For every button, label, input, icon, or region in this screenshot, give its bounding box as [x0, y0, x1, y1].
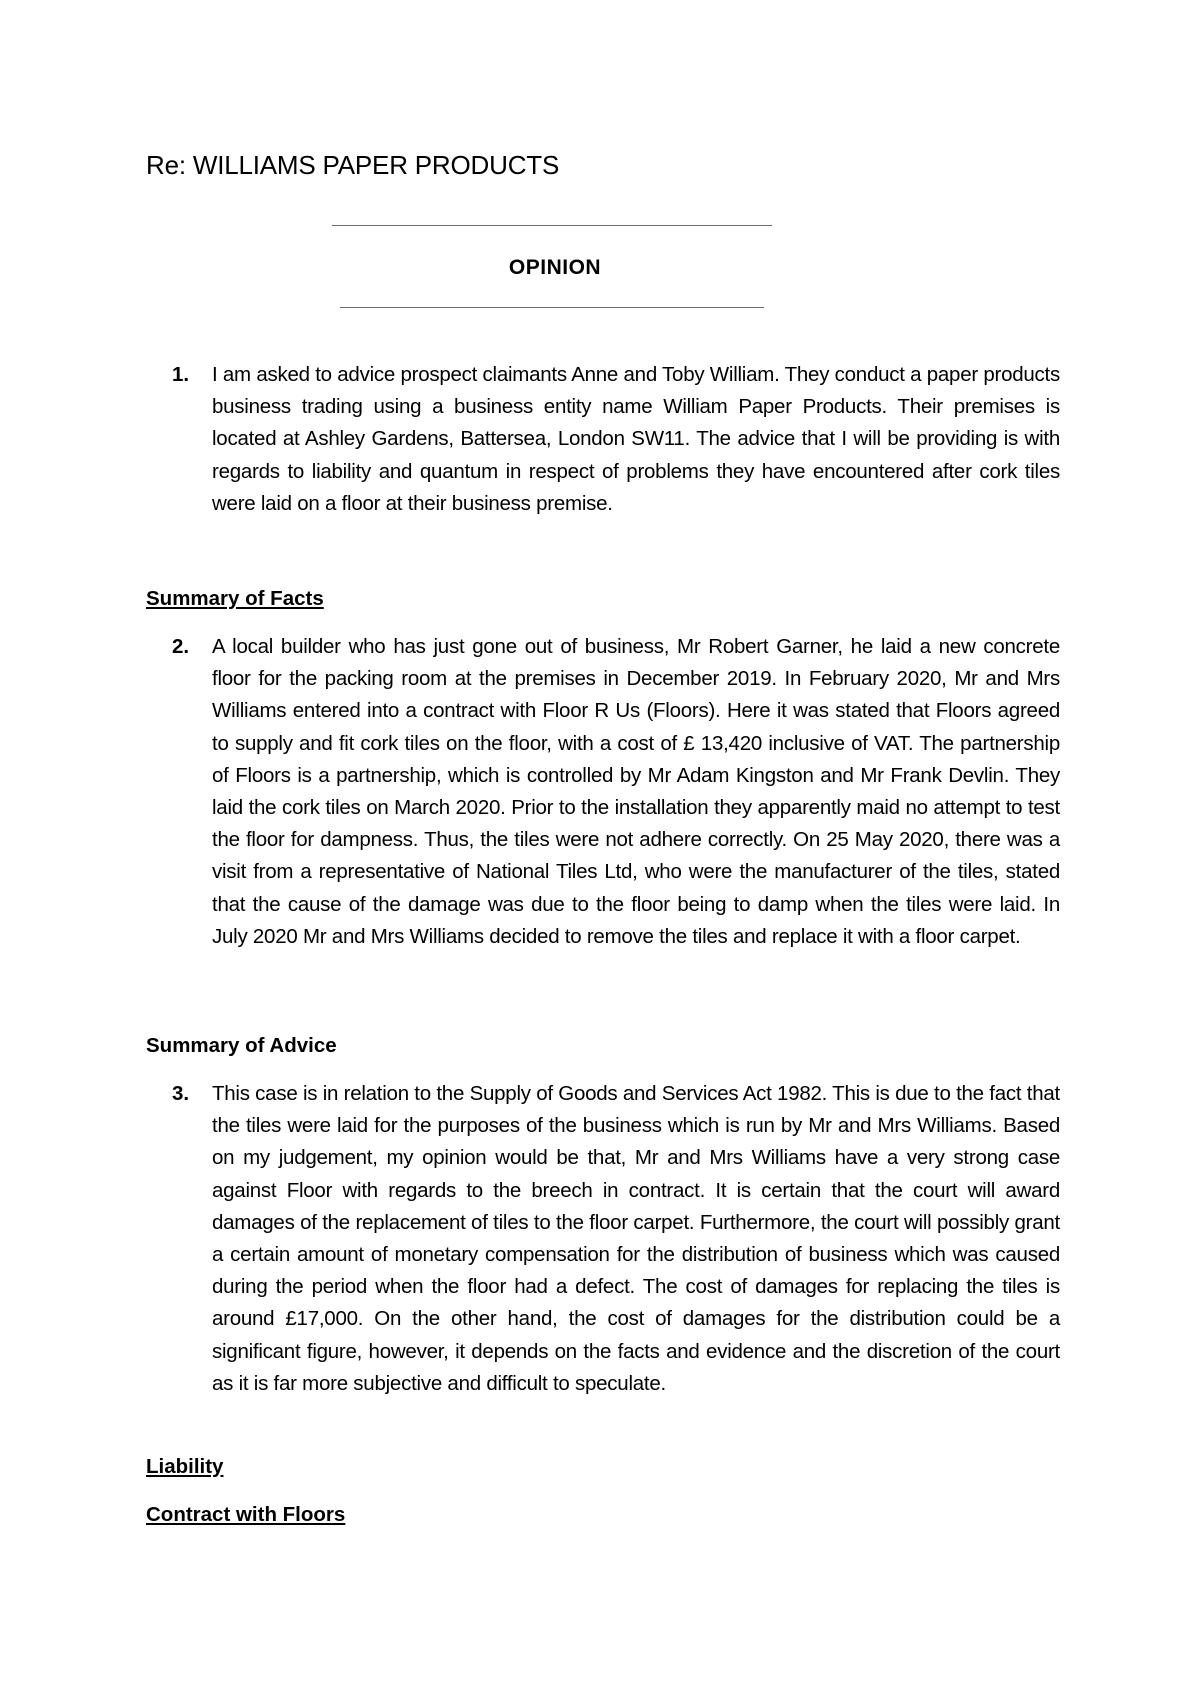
paragraph-number: 3.: [172, 1082, 190, 1105]
title-rule-bottom: [340, 307, 764, 308]
liability-heading: Liability: [146, 1455, 224, 1478]
summary-of-advice-heading: Summary of Advice: [146, 1034, 337, 1057]
title-rule-top: [332, 225, 772, 226]
paragraph-number: 1.: [172, 363, 190, 386]
document-title: Re: WILLIAMS PAPER PRODUCTS: [146, 150, 560, 180]
contract-with-floors-heading: Contract with Floors: [146, 1503, 346, 1526]
paragraph-number: 2.: [172, 635, 190, 658]
summary-of-facts-heading: Summary of Facts: [146, 587, 324, 610]
paragraph-text: A local builder who has just gone out of business, Mr Robert Garner, he laid a new concrete floor for the packing room at the premises in December 2019. In February 2020, Mr and Mrs Williams entered into a contract with Floor R Us (Floors). Here it was stated that Floors agreed to supply and fit cork tiles on the floor, with a cost of £ 13,420 inclusive of VAT. The partnership of Floors is a partnership, which is controlled by Mr Adam Kingston and Mr Frank Devlin. They laid the cork tiles on March 2020. Prior to the installation they apparently maid no attempt to test the floor for dampness. Thus, the tiles were not adhere correctly. On 25 May 2020, there was a visit from a representative of National Tiles Ltd, who were the manufacturer of the tiles, stated that the cause of the damage was due to the floor being to damp when the tiles were laid. In July 2020 Mr and Mrs Williams decided to remove the tiles and replace it with a floor carpet.: [212, 635, 1060, 948]
paragraph-text: I am asked to advice prospect claimants Anne and Toby William. They conduct a paper products business trading using a business entity name William Paper Products. Their premises is located at Ashley Gardens, Battersea, London SW11. The advice that I will be providing is with regards to liability and quantum in respect of problems they have encountered after cork tiles were laid on a floor at their business premise.: [212, 363, 1060, 515]
opinion-heading: OPINION: [508, 256, 602, 279]
paragraph-text: This case is in relation to the Supply of Goods and Services Act 1982. This is due to the fact that the tiles were laid for the purposes of the business which is run by Mr and Mrs Williams. Based on my judgement, my opinion would be that, Mr and Mrs Williams have a very strong case against Floor with regards to the breech in contract. It is certain that the court will award damages of the replacement of tiles to the floor carpet. Furthermore, the court will possibly grant a certain amount of monetary compensation for the distribution of business which was caused during the period when the floor had a defect. The cost of damages for replacing the tiles is around £17,000. On the other hand, the cost of damages for the distribution could be a significant figure, however, it depends on the facts and evidence and the discretion of the court as it is far more subjective and difficult to speculate.: [212, 1082, 1060, 1395]
